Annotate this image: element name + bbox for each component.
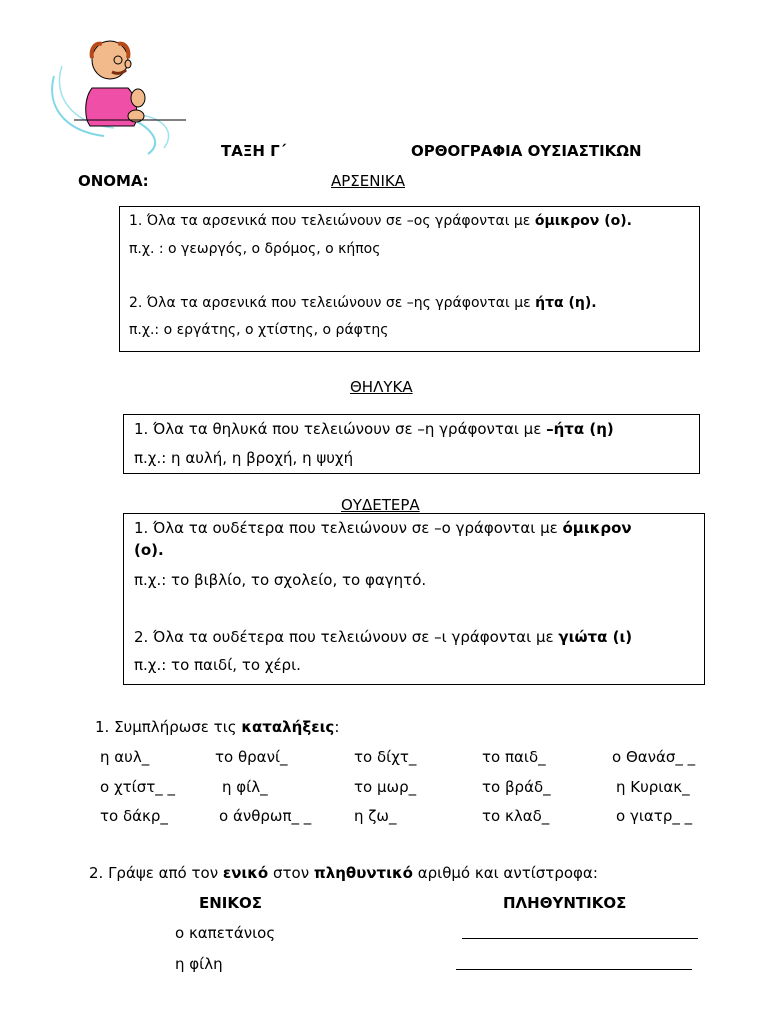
exercise-1-cell: το δίχτ_ xyxy=(354,748,417,766)
exercise-1-cell: η αυλ_ xyxy=(100,748,150,766)
exercise-1-cell: η ζω_ xyxy=(354,807,397,825)
exercise-1-cell: το βράδ_ xyxy=(482,778,551,796)
answer-line[interactable] xyxy=(462,938,698,939)
exercise-1-cell: ο γιατρ_ _ xyxy=(616,807,693,825)
exercise-1-instruction: 1. Συμπλήρωσε τις καταλήξεις: xyxy=(95,718,340,736)
masculine-rule-1-example: π.χ. : ο γεωργός, ο δρόμος, ο κήπος xyxy=(129,241,381,257)
exercise-1-cell: το κλαδ_ xyxy=(482,807,550,825)
exercise-2-instruction: 2. Γράψε από τον ενικό στον πληθυντικό αριθμό και αντίστροφα: xyxy=(89,864,598,882)
exercise-2-item: ο καπετάνιος xyxy=(175,924,276,942)
page-title: ΟΡΘΟΓΡΑΦΙΑ ΟΥΣΙΑΣΤΙΚΩΝ xyxy=(411,142,642,160)
exercise-1-cell: το θρανί_ xyxy=(215,748,288,766)
feminine-heading: ΘΗΛΥΚΑ xyxy=(350,378,413,396)
answer-line[interactable] xyxy=(456,969,692,970)
masculine-heading: ΑΡΣΕΝΙΚΑ xyxy=(331,172,406,190)
masculine-rule-2: 2. Όλα τα αρσενικά που τελειώνουν σε –ης γράφονται με ήτα (η). xyxy=(129,295,597,311)
neuter-rules-box xyxy=(123,513,705,685)
exercise-1-cell: ο άνθρωπ_ _ xyxy=(219,807,312,825)
masculine-rule-2-example: π.χ.: ο εργάτης, ο χτίστης, ο ράφτης xyxy=(129,322,389,338)
neuter-heading: ΟΥΔΕΤΕΡΑ xyxy=(341,496,420,514)
neuter-rule-2: 2. Όλα τα ουδέτερα που τελειώνουν σε –ι γράφονται με γιώτα (ι) xyxy=(134,628,633,646)
exercise-1-cell: ο χτίστ_ _ xyxy=(100,778,176,796)
thinking-man-clipart xyxy=(44,36,194,156)
exercise-1-cell: το δάκρ_ xyxy=(100,807,168,825)
exercise-1-cell: η Κυριακ_ xyxy=(616,778,690,796)
exercise-1-cell: ο Θανάσ_ _ xyxy=(612,748,696,766)
exercise-1-cell: η φίλ_ xyxy=(222,778,268,796)
feminine-rule-1: 1. Όλα τα θηλυκά που τελειώνουν σε –η γράφονται με –ήτα (η) xyxy=(134,420,614,438)
exercise-1-cell: το παιδ_ xyxy=(482,748,546,766)
name-label: ΟΝΟΜΑ: xyxy=(78,172,149,190)
exercise-1-cell: το μωρ_ xyxy=(354,778,417,796)
feminine-rules-box xyxy=(123,414,700,474)
plural-column-header: ΠΛΗΘΥΝΤΙΚΟΣ xyxy=(503,894,627,912)
neuter-rule-1: 1. Όλα τα ουδέτερα που τελειώνουν σε –ο γράφονται με όμικρον xyxy=(134,519,632,537)
exercise-2-item: η φίλη xyxy=(175,955,223,973)
neuter-rule-1-example: π.χ.: το βιβλίο, το σχολείο, το φαγητό. xyxy=(134,571,427,589)
neuter-rule-2-example: π.χ.: το παιδί, το χέρι. xyxy=(134,656,301,674)
masculine-rule-1: 1. Όλα τα αρσενικά που τελειώνουν σε –ος γράφονται με όμικρον (ο). xyxy=(129,213,632,229)
feminine-rule-1-example: π.χ.: η αυλή, η βροχή, η ψυχή xyxy=(134,449,354,467)
class-label: ΤΑΞΗ Γ΄ xyxy=(221,142,287,160)
masculine-rules-box xyxy=(119,206,700,352)
neuter-rule-1-cont: (ο). xyxy=(134,541,164,559)
singular-column-header: ΕΝΙΚΟΣ xyxy=(199,894,263,912)
